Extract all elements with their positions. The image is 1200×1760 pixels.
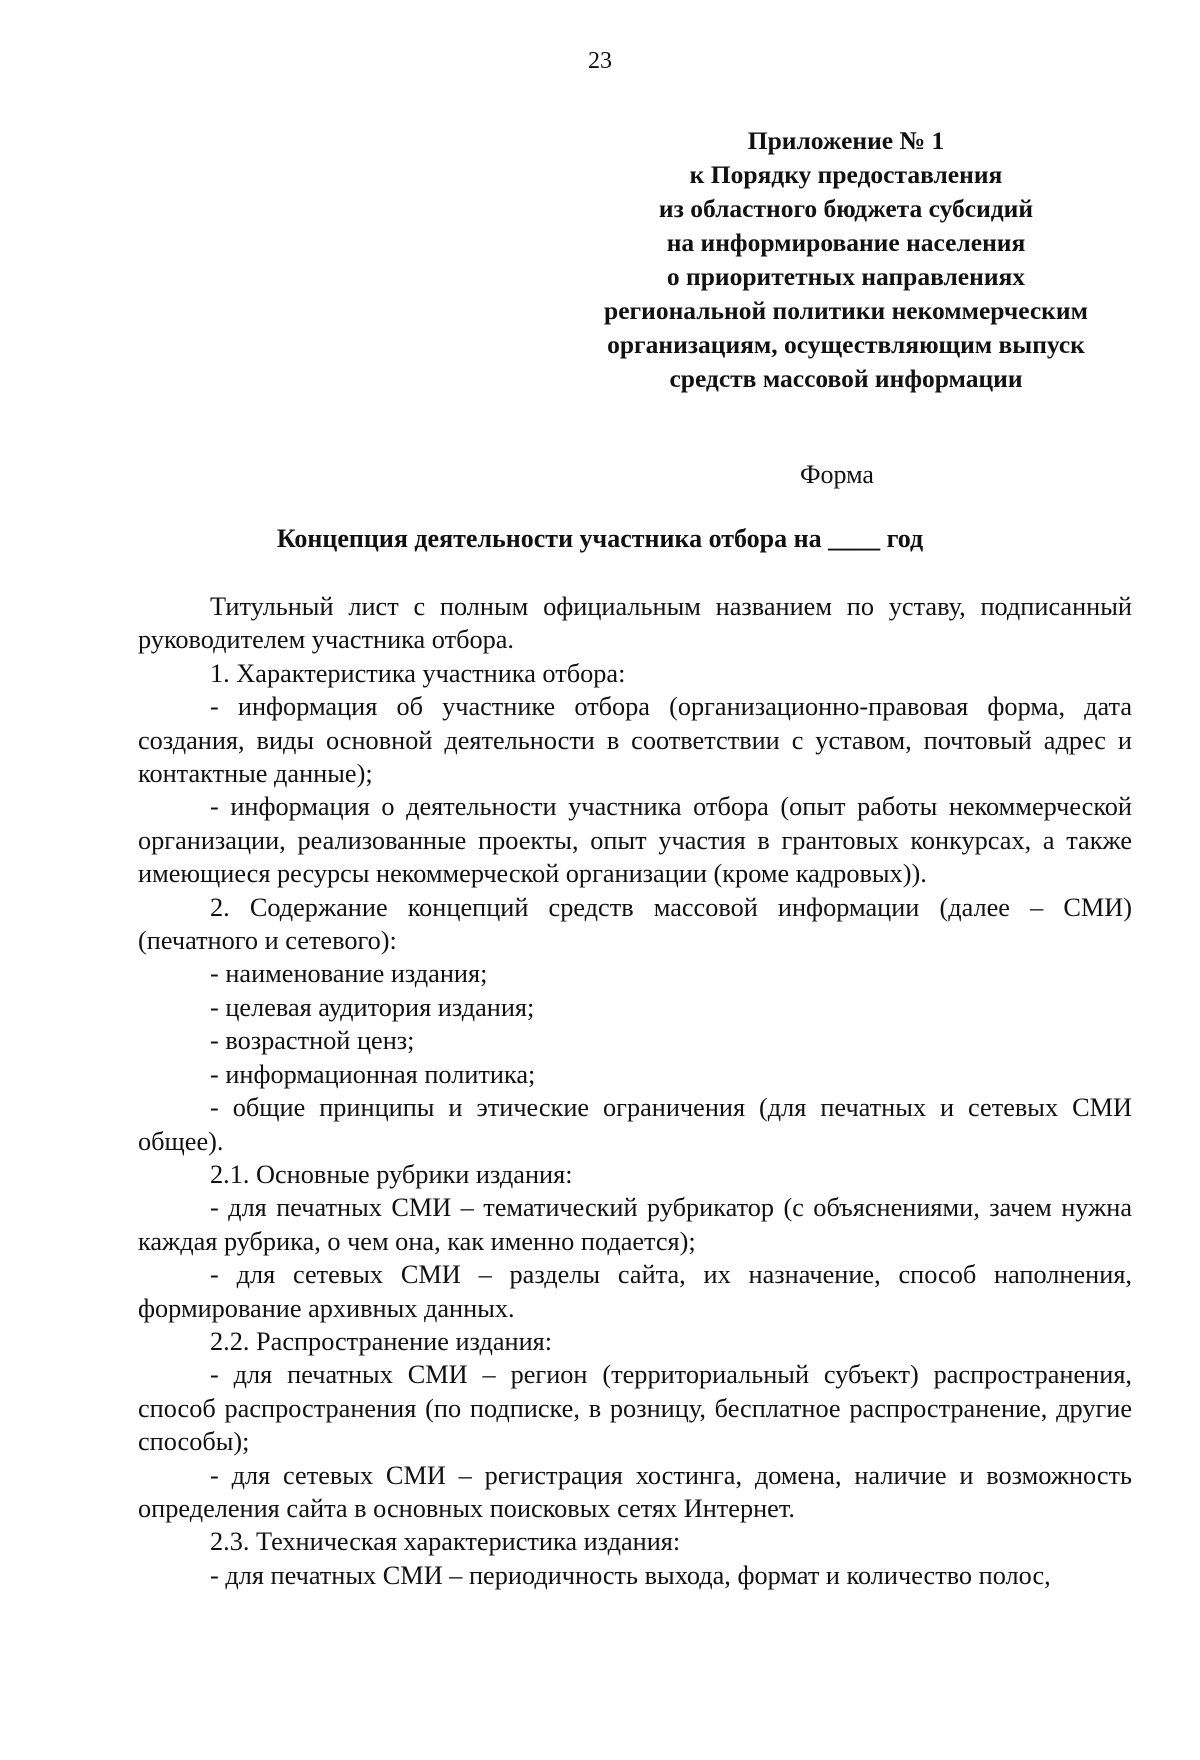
appendix-line: Приложение № 1 <box>747 126 945 155</box>
list-item: - информация о деятельности участника отбора (опыт работы некоммерческой организации, реализованные проекты, опыт участия в грантовых конкурсах, а также имеющиеся ресурсы некоммерческой организации (кроме кадровых)). <box>138 792 1132 889</box>
page-number: 23 <box>588 48 612 74</box>
section-heading: 1. Характеристика участника отбора: <box>210 658 626 688</box>
appendix-line: на информирование населения <box>666 228 1026 257</box>
appendix-line: к Порядку предоставления <box>689 160 1003 189</box>
list-item: - информационная политика; <box>210 1059 536 1089</box>
appendix-line: региональной политики некоммерческим <box>604 296 1088 325</box>
document-title: Концепция деятельности участника отбора на ____ год <box>276 524 924 553</box>
list-item: - наименование издания; <box>210 959 488 989</box>
list-item: - для печатных СМИ – регион (территориальный субъект) распространения, способ распространения (по подписке, в розницу, бесплатное распространение, другие способы); <box>138 1360 1132 1457</box>
list-item: - для сетевых СМИ – регистрация хостинга, домена, наличие и возможность определения сайта в основных поисковых сетях Интернет. <box>138 1460 1132 1523</box>
paragraph: Титульный лист с полным официальным названием по уставу, подписанный руководителем участника отбора. <box>138 592 1132 655</box>
appendix-header <box>560 124 1132 396</box>
list-item: - целевая аудитория издания; <box>210 992 535 1022</box>
appendix-line: из областного бюджета субсидий <box>658 194 1034 223</box>
list-item: - общие принципы и этические ограничения (для печатных и сетевых СМИ общее). <box>138 1093 1132 1156</box>
document-body <box>138 590 1132 1592</box>
list-item: - возрастной ценз; <box>210 1026 415 1056</box>
list-item: - для печатных СМИ – тематический рубрикатор (с объяснениями, зачем нужна каждая рубрика, о чем она, как именно подается); <box>138 1193 1132 1256</box>
section-heading: 2.1. Основные рубрики издания: <box>210 1159 573 1189</box>
list-item: - информация об участнике отбора (организационно-правовая форма, дата создания, виды основной деятельности в соответствии с уставом, почтовый адрес и контактные данные); <box>138 692 1132 789</box>
appendix-line: средств массовой информации <box>669 364 1023 393</box>
form-label: Форма <box>800 460 874 489</box>
list-item: - для сетевых СМИ – разделы сайта, их назначение, способ наполнения, формирование архивных данных. <box>138 1260 1132 1323</box>
section-heading: 2.3. Техническая характеристика издания: <box>210 1527 681 1557</box>
list-item: - для печатных СМИ – периодичность выхода, формат и количество полос, <box>210 1560 1051 1590</box>
appendix-line: организациям, осуществляющим выпуск <box>607 330 1085 359</box>
section-heading: 2.2. Распространение издания: <box>210 1326 553 1356</box>
section-heading: 2. Содержание концепций средств массовой информации (далее – СМИ) (печатного и сетевого): <box>138 892 1132 956</box>
appendix-line: о приоритетных направлениях <box>666 262 1026 291</box>
